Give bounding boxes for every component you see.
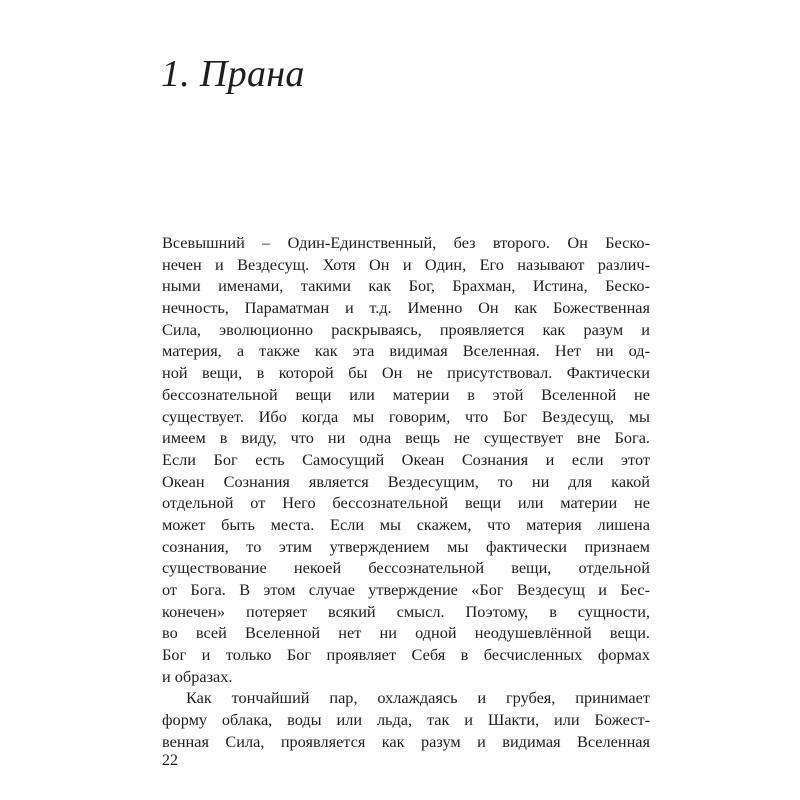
text-line: от Бога. В этом случае утверждение «Бог Вездесущ и Бес- bbox=[162, 580, 650, 599]
text-line: материя, а также как эта видимая Вселенная. Нет ни од- bbox=[162, 341, 650, 361]
text-line: и образах. bbox=[162, 666, 233, 686]
page-number: 22 bbox=[162, 752, 178, 769]
text-line: форму облака, воды или льда, так и Шакти, или Божест- bbox=[162, 710, 650, 730]
text-line: существует. Ибо когда мы говорим, что Бог Вездесущ, мы bbox=[162, 406, 650, 426]
text-line: ными именами, такими как Бог, Брахман, Истина, Беско- bbox=[162, 276, 650, 296]
text-line: конечен» потеряет всякий смысл. Поэтому, в сущности, bbox=[162, 601, 650, 621]
body-text bbox=[162, 232, 650, 753]
text-line: Бог и только Бог проявляет Себя в бесчисленных формах bbox=[162, 645, 650, 665]
text-line: нечность, Параматман и т.д. Именно Он как Божественная bbox=[162, 298, 650, 318]
text-line: отдельной от Него бессознательной вещи или материи не bbox=[162, 493, 650, 513]
text-line: во всей Вселенной нет ни одной неодушевлённой вещи. bbox=[162, 623, 650, 643]
text-line: Всевышний – Один-Единственный, без второго. Он Беско- bbox=[162, 233, 650, 252]
text-line: Если Бог есть Самосущий Океан Сознания и если этот bbox=[162, 449, 650, 469]
text-line: Как тончайший пар, охлаждаясь и грубея, принимает bbox=[186, 688, 650, 708]
text-line: Океан Сознания является Вездесущим, то ни для какой bbox=[162, 471, 650, 491]
chapter-title: 1. Прана bbox=[161, 53, 305, 95]
text-line: сознания, то этим утверждением мы фактически признаем bbox=[162, 536, 650, 556]
text-line: Сила, эволюционно раскрываясь, проявляется как разум и bbox=[162, 319, 650, 339]
text-line: ной вещи, в которой бы Он не присутствовал. Фактически bbox=[162, 363, 650, 383]
text-line: имеем в виду, что ни одна вещь не существует вне Бога. bbox=[162, 428, 650, 448]
text-line: существование некоей бессознательной вещи, отдельной bbox=[162, 558, 650, 578]
text-line: может быть места. Если мы скажем, что материя лишена bbox=[162, 514, 650, 534]
text-line: бессознательной вещи или материи в этой Вселенной не bbox=[162, 384, 650, 404]
text-line: нечен и Вездесущ. Хотя Он и Один, Его называют различ- bbox=[162, 254, 650, 274]
text-line: венная Сила, проявляется как разум и видимая Вселенная bbox=[162, 731, 650, 751]
